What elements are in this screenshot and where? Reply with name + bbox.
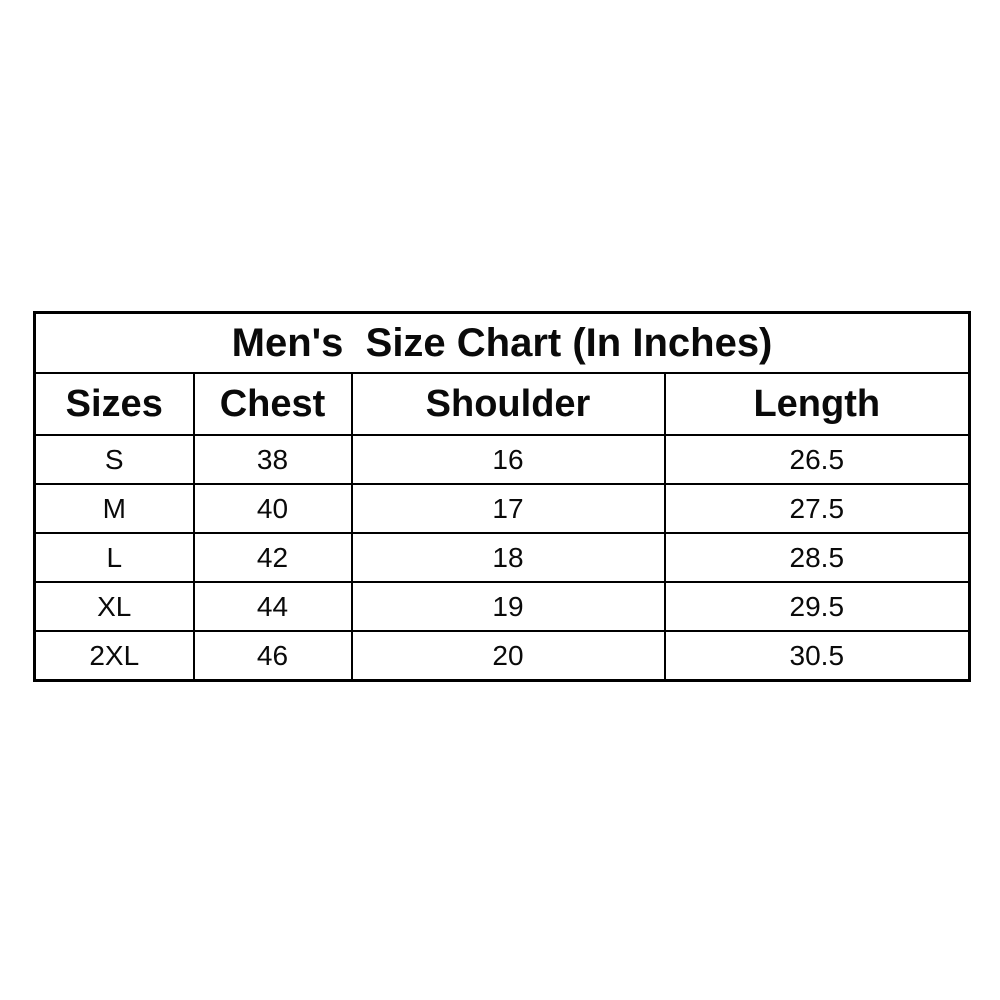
column-header-length: Length: [665, 373, 970, 435]
cell-size: 2XL: [35, 631, 194, 681]
title-row: [35, 313, 970, 374]
cell-length: 26.5: [665, 435, 970, 484]
cell-size: XL: [35, 582, 194, 631]
header-row: [35, 373, 970, 435]
cell-chest: 38: [194, 435, 352, 484]
table-row-2xl: [35, 631, 970, 681]
cell-size: L: [35, 533, 194, 582]
cell-shoulder: 18: [352, 533, 665, 582]
cell-length: 29.5: [665, 582, 970, 631]
column-header-shoulder: Shoulder: [352, 373, 665, 435]
cell-length: 28.5: [665, 533, 970, 582]
cell-chest: 44: [194, 582, 352, 631]
cell-length: 27.5: [665, 484, 970, 533]
cell-chest: 42: [194, 533, 352, 582]
cell-shoulder: 17: [352, 484, 665, 533]
table-title: Men's Size Chart (In Inches): [35, 313, 970, 374]
cell-size: M: [35, 484, 194, 533]
table-row-l: [35, 533, 970, 582]
cell-chest: 46: [194, 631, 352, 681]
cell-shoulder: 16: [352, 435, 665, 484]
column-header-sizes: Sizes: [35, 373, 194, 435]
column-header-chest: Chest: [194, 373, 352, 435]
size-chart-table: [33, 311, 971, 682]
cell-shoulder: 20: [352, 631, 665, 681]
table-row-m: [35, 484, 970, 533]
table-row-xl: [35, 582, 970, 631]
cell-shoulder: 19: [352, 582, 665, 631]
cell-size: S: [35, 435, 194, 484]
table-row-s: [35, 435, 970, 484]
cell-chest: 40: [194, 484, 352, 533]
cell-length: 30.5: [665, 631, 970, 681]
